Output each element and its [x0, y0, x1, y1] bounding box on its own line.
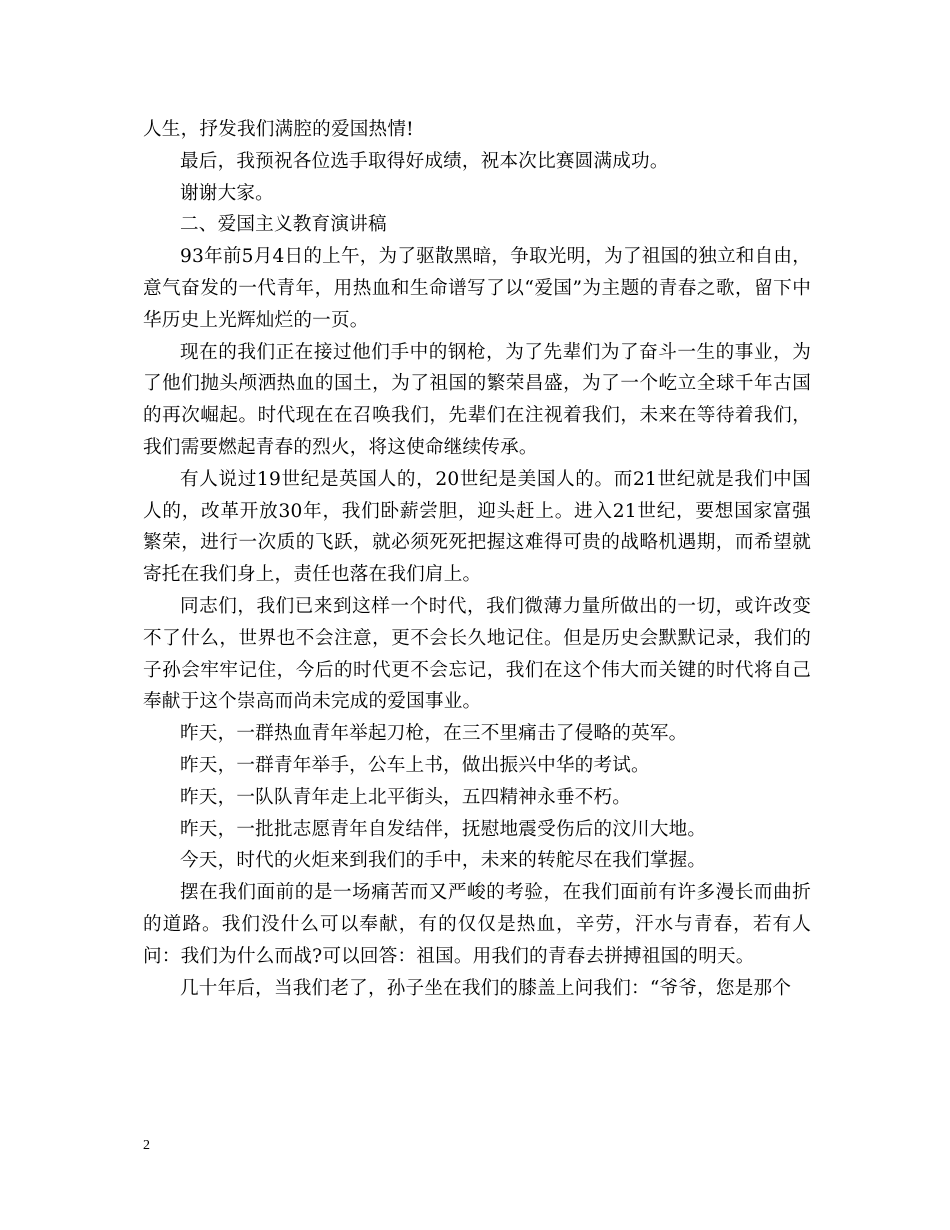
- paragraph: 昨天，一群热血青年举起刀枪，在三不里痛击了侵略的英军。: [180, 723, 688, 745]
- paragraph: 93年前5月4日的上午，为了驱散黑暗，争取光明，为了祖国的独立和自由，意气奋发的一代青年，用热血和生命谱写了以“爱国”为主题的青春之歌，留下中华历史上光辉灿烂的一页。: [143, 246, 811, 331]
- paragraph: 最后，我预祝各位选手取得好成绩，祝本次比赛圆满成功。: [180, 150, 669, 172]
- paragraph: 谢谢大家。: [180, 182, 274, 204]
- paragraph: 几十年后，当我们老了，孙子坐在我们的膝盖上问我们：“爷爷，您是那个: [180, 977, 792, 999]
- paragraph: 同志们，我们已来到这样一个时代，我们微薄力量所做出的一切，或许改变不了什么，世界也不会注意，更不会长久地记住。但是历史会默默记录，我们的子孙会牢牢记住，今后的时代更不会忘记，我们在这个伟大而关键的时代将自己奉献于这个崇高而尚未完成的爱国事业。: [143, 595, 811, 713]
- paragraph: 昨天，一队队青年走上北平街头，五四精神永垂不朽。: [180, 786, 632, 808]
- paragraph: 摆在我们面前的是一场痛苦而又严峻的考验，在我们面前有许多漫长而曲折的道路。我们没什么可以奉献，有的仅仅是热血，辛劳，汗水与青春，若有人问：我们为什么而战?可以回答：祖国。用我们的青春去拼搏祖国的明天。: [143, 882, 811, 967]
- section-heading: 二、爱国主义教育演讲稿: [180, 214, 387, 236]
- paragraph: 现在的我们正在接过他们手中的钢枪，为了先辈们为了奋斗一生的事业，为了他们抛头颅洒热血的国土，为了祖国的繁荣昌盛，为了一个屹立全球千年古国的再次崛起。时代现在在召唤我们，先辈们在注视着我们，未来在等待着我们，我们需要燃起青春的烈火，将这使命继续传承。: [143, 341, 811, 458]
- paragraph: 人生，抒发我们满腔的爱国热情!: [143, 119, 414, 140]
- paragraph: 今天，时代的火炬来到我们的手中，未来的转舵尽在我们掌握。: [180, 850, 707, 872]
- paragraph: 昨天，一群青年举手，公车上书，做出振兴中华的考试。: [180, 754, 650, 776]
- page-number: 2: [143, 1138, 150, 1153]
- paragraph: 昨天，一批批志愿青年自发结伴，抚慰地震受伤后的汶川大地。: [180, 818, 707, 840]
- body-text: [143, 114, 811, 1004]
- paragraph: 有人说过19世纪是英国人的，20世纪是美国人的。而21世纪就是我们中国人的，改革开放30年，我们卧薪尝胆，迎头赶上。进入21世纪，要想国家富强繁荣，进行一次质的飞跃，就必须死死把握这难得可贵的战略机遇期，而希望就寄托在我们身上，责任也落在我们肩上。: [143, 468, 811, 586]
